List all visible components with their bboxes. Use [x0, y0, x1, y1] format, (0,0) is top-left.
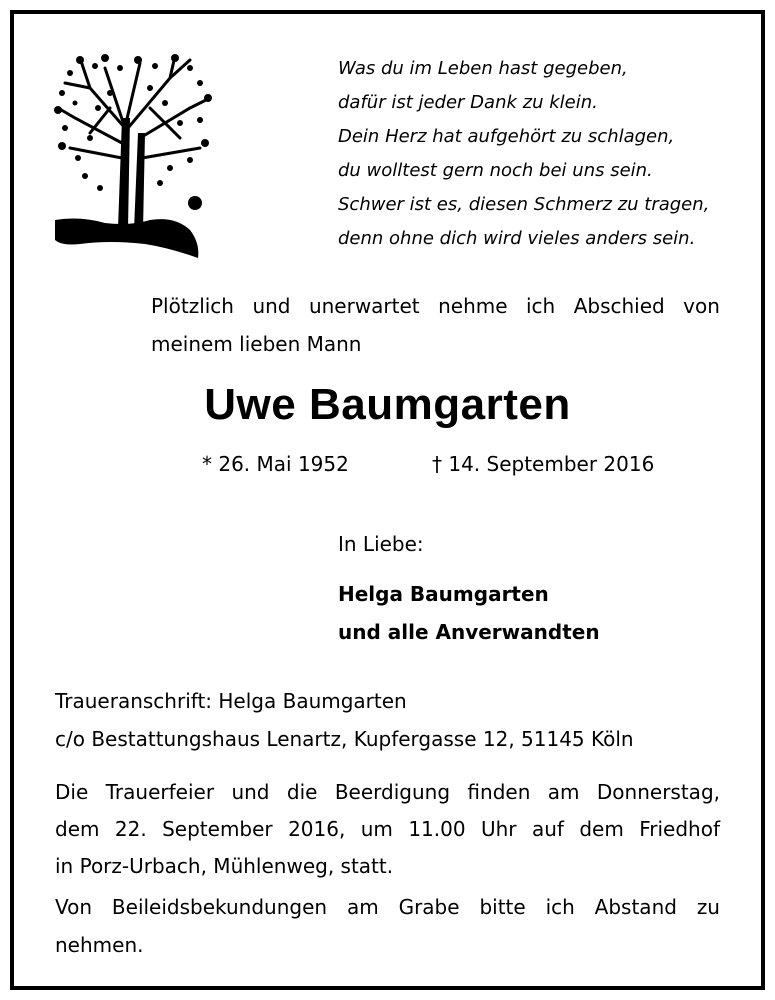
word: Uhr	[480, 817, 517, 841]
funeral-line-2	[55, 811, 720, 848]
word: September	[162, 817, 273, 841]
condolences-line-1	[55, 888, 720, 926]
word: Trauerfeier	[105, 780, 215, 804]
funeral-info	[55, 774, 720, 885]
word: Beerdigung	[334, 780, 451, 804]
word: 2016,	[288, 817, 346, 841]
word: zu	[696, 895, 720, 919]
poem	[338, 52, 709, 256]
word: die	[286, 780, 318, 804]
word: 11.00	[408, 817, 466, 841]
poem-line: Dein Herz hat aufgehört zu schlagen,	[338, 126, 675, 147]
word: und	[231, 780, 270, 804]
word: Donnerstag,	[596, 780, 720, 804]
word: ich	[545, 895, 575, 919]
word: Abschied	[573, 294, 665, 318]
intro-line-1	[151, 287, 720, 325]
word: dem	[579, 817, 624, 841]
word: auf	[531, 817, 564, 841]
mourners-names	[338, 575, 600, 651]
poem-line: du wolltest gern noch bei uns sein.	[338, 160, 653, 181]
intro-text	[151, 287, 720, 363]
intro-line-2: meinem lieben Mann	[151, 332, 362, 356]
poem-line: Schwer ist es, diesen Schmerz zu tragen,	[338, 194, 710, 215]
birth-date: * 26. Mai 1952	[202, 452, 349, 476]
poem-line: dafür ist jeder Dank zu klein.	[338, 92, 598, 113]
word: um	[360, 817, 393, 841]
word: dem	[55, 817, 100, 841]
word: finden	[467, 780, 531, 804]
tree-icon	[50, 48, 215, 263]
funeral-line-3: in Porz-Urbach, Mühlenweg, statt.	[55, 854, 394, 878]
word: Die	[55, 780, 89, 804]
mourner-name: und alle Anverwandten	[338, 620, 600, 644]
word: Beileidsbekundungen	[111, 895, 328, 919]
address-line: c/o Bestattungshaus Lenartz, Kupfergasse 12, 51145 Köln	[55, 727, 634, 751]
death-date: † 14. September 2016	[432, 452, 655, 476]
mourner-name: Helga Baumgarten	[338, 582, 549, 606]
word: Friedhof	[639, 817, 720, 841]
word: unerwartet	[308, 294, 420, 318]
word: am	[547, 780, 580, 804]
word: Abstand	[594, 895, 677, 919]
word: Grabe	[398, 895, 460, 919]
word: am	[346, 895, 379, 919]
word: Von	[55, 895, 93, 919]
mourning-address	[55, 682, 634, 758]
word: Plötzlich	[151, 294, 234, 318]
deceased-name: Uwe Baumgarten	[204, 380, 571, 429]
word: von	[683, 294, 720, 318]
word: ich	[526, 294, 556, 318]
address-line: Traueranschrift: Helga Baumgarten	[55, 689, 407, 713]
poem-line: Was du im Leben hast gegeben,	[338, 58, 628, 79]
mourners-label: In Liebe:	[338, 532, 424, 556]
condolences-note	[55, 888, 720, 964]
word: und	[252, 294, 291, 318]
poem-line: denn ohne dich wird vieles anders sein.	[338, 228, 696, 249]
word: 22.	[114, 817, 147, 841]
condolences-line-2: nehmen.	[55, 933, 144, 957]
word: bitte	[479, 895, 526, 919]
funeral-line-1	[55, 774, 720, 811]
word: nehme	[438, 294, 508, 318]
